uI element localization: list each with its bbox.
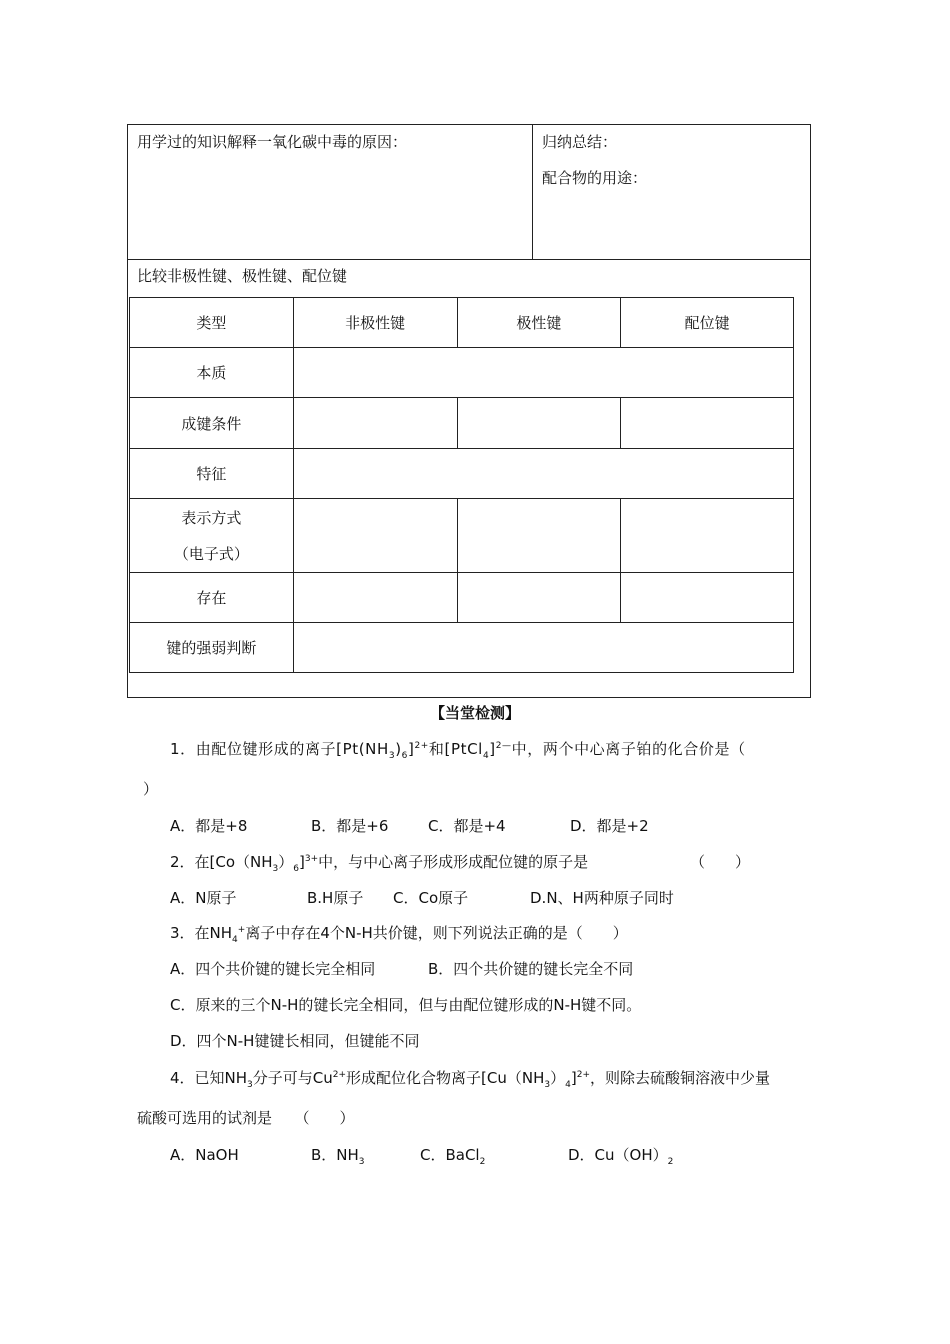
q2-sup: 3+ [304,854,319,864]
q2-text: ] [299,853,305,871]
answer-cell [621,573,794,623]
q4-option-c-text: C．BaCl [420,1146,480,1164]
q4-option-c-sub: 2 [479,1157,486,1167]
q4-option-c [420,1144,485,1167]
q3-option-c: C．原来的三个N-H的键长完全相同，但与由配位键形成的N-H键不同。 [170,996,642,1014]
header-nonpolar: 非极性键 [293,298,457,348]
row-label-representation [130,499,294,573]
row-label-features: 特征 [130,449,294,499]
q3-text: 3．在NH [170,924,233,942]
question-2 [170,851,588,874]
answer-cell [293,398,457,449]
answer-cell [457,499,621,573]
q3-sup: + [237,925,246,935]
q4-option-d-sub: 2 [667,1157,674,1167]
table-row [130,348,794,398]
q1-sub: 6 [401,751,408,761]
table-row [130,573,794,623]
table-row [130,623,794,673]
q1-option-d: D．都是+2 [570,817,649,835]
q1-sub: 3 [388,751,396,761]
q2-option-d: D.N、H两种原子同时 [530,889,674,907]
q1-option-a: A．都是+8 [170,817,248,835]
header-polar: 极性键 [457,298,621,348]
co-poisoning-cell [128,125,533,260]
answer-cell [457,573,621,623]
row-label-conditions: 成键条件 [130,398,294,449]
answer-cell [621,499,794,573]
answer-cell [293,573,457,623]
row-label-essence: 本质 [130,348,294,398]
answer-cell [621,398,794,449]
q2-option-a: A．N原子 [170,889,237,907]
bond-comparison-table [129,297,794,673]
q2-sub: 6 [293,864,300,874]
answer-cell [293,449,793,499]
q4-option-d-text: D．Cu（OH） [568,1146,668,1164]
q2-sub: 3 [272,864,279,874]
q1-text: 1．由配位键形成的离子[Pt(NH [170,740,389,758]
table-row [130,449,794,499]
q4-sub: 3 [247,1080,253,1090]
table-header-row [130,298,794,348]
q1-text: ] [408,740,415,758]
q1-sup: 2+ [414,741,429,751]
summary-cell [533,125,810,260]
q4-text: ，则除去硫酸铜溶液中少量 [590,1069,771,1087]
summary-label: 归纳总结： [542,133,618,151]
question-4-line2: 硫酸可选用的试剂是 （ ） [137,1109,355,1127]
question-1 [170,738,746,761]
q4-sub: 3 [544,1080,551,1090]
q1-sup: 2— [495,741,512,751]
question-1-close-paren: ） [143,780,159,798]
table-row [130,499,794,573]
worksheet-box [127,124,811,698]
q4-sub: 4 [565,1080,571,1090]
question-3 [170,922,628,945]
q3-option-b: B．四个共价键的键长完全不同 [428,960,634,978]
q4-option-b-text: B．NH [311,1146,359,1164]
representation-label-line2: （电子式） [173,544,249,563]
table-row [130,398,794,449]
header-type: 类型 [130,298,294,348]
q2-text: ） [278,853,294,871]
q3-text: 离子中存在4个N-H共价键，则下列说法正确的是（ ） [245,924,628,942]
q1-text: ] [489,740,496,758]
q1-option-b: B．都是+6 [311,817,389,835]
q3-sub: 4 [232,935,238,945]
q4-option-d [568,1144,673,1167]
answer-cell [293,623,793,673]
q4-sup: 2+ [332,1070,347,1080]
q4-sup: 2+ [576,1070,591,1080]
q4-text: ） [550,1069,566,1087]
q2-answer-paren: （ ） [690,853,751,871]
q1-text: 和[PtCl [428,740,483,758]
q1-text: 中，两个中心离子铂的化合价是（ [511,740,746,758]
row-label-existence: 存在 [130,573,294,623]
q3-option-d: D．四个N-H键键长相同，但键能不同 [170,1032,420,1050]
section-title: 【当堂检测】 [429,704,520,722]
q4-text: ] [570,1069,577,1087]
q2-option-c: C．Co原子 [393,889,469,907]
representation-label-line1: 表示方式 [181,508,242,527]
q4-option-b-sub: 3 [358,1157,365,1167]
compare-title: 比较非极性键、极性键、配位键 [137,267,348,285]
q1-text: ) [395,740,402,758]
header-coordinate: 配位键 [621,298,794,348]
q4-text: 4．已知NH [170,1069,248,1087]
q2-text: 2．在[Co（NH [170,853,273,871]
row-label-strength: 键的强弱判断 [130,623,294,673]
q1-sub: 4 [482,751,490,761]
q2-text: 中，与中心离子形成形成配位键的原子是 [318,853,589,871]
answer-cell [293,348,793,398]
question-4 [170,1067,770,1090]
q1-option-c: C．都是+4 [428,817,506,835]
uses-label: 配合物的用途： [542,169,648,187]
co-poisoning-prompt: 用学过的知识解释一氧化碳中毒的原因： [137,133,408,151]
q4-option-b [311,1144,365,1167]
q2-option-b: B.H原子 [307,889,364,907]
q3-option-a: A．四个共价键的键长完全相同 [170,960,376,978]
q4-option-a: A．NaOH [170,1146,239,1164]
answer-cell [457,398,621,449]
q4-text: 分子可与Cu [252,1069,333,1087]
answer-cell [293,499,457,573]
q4-text: 形成配位化合物离子[Cu（NH [346,1069,545,1087]
